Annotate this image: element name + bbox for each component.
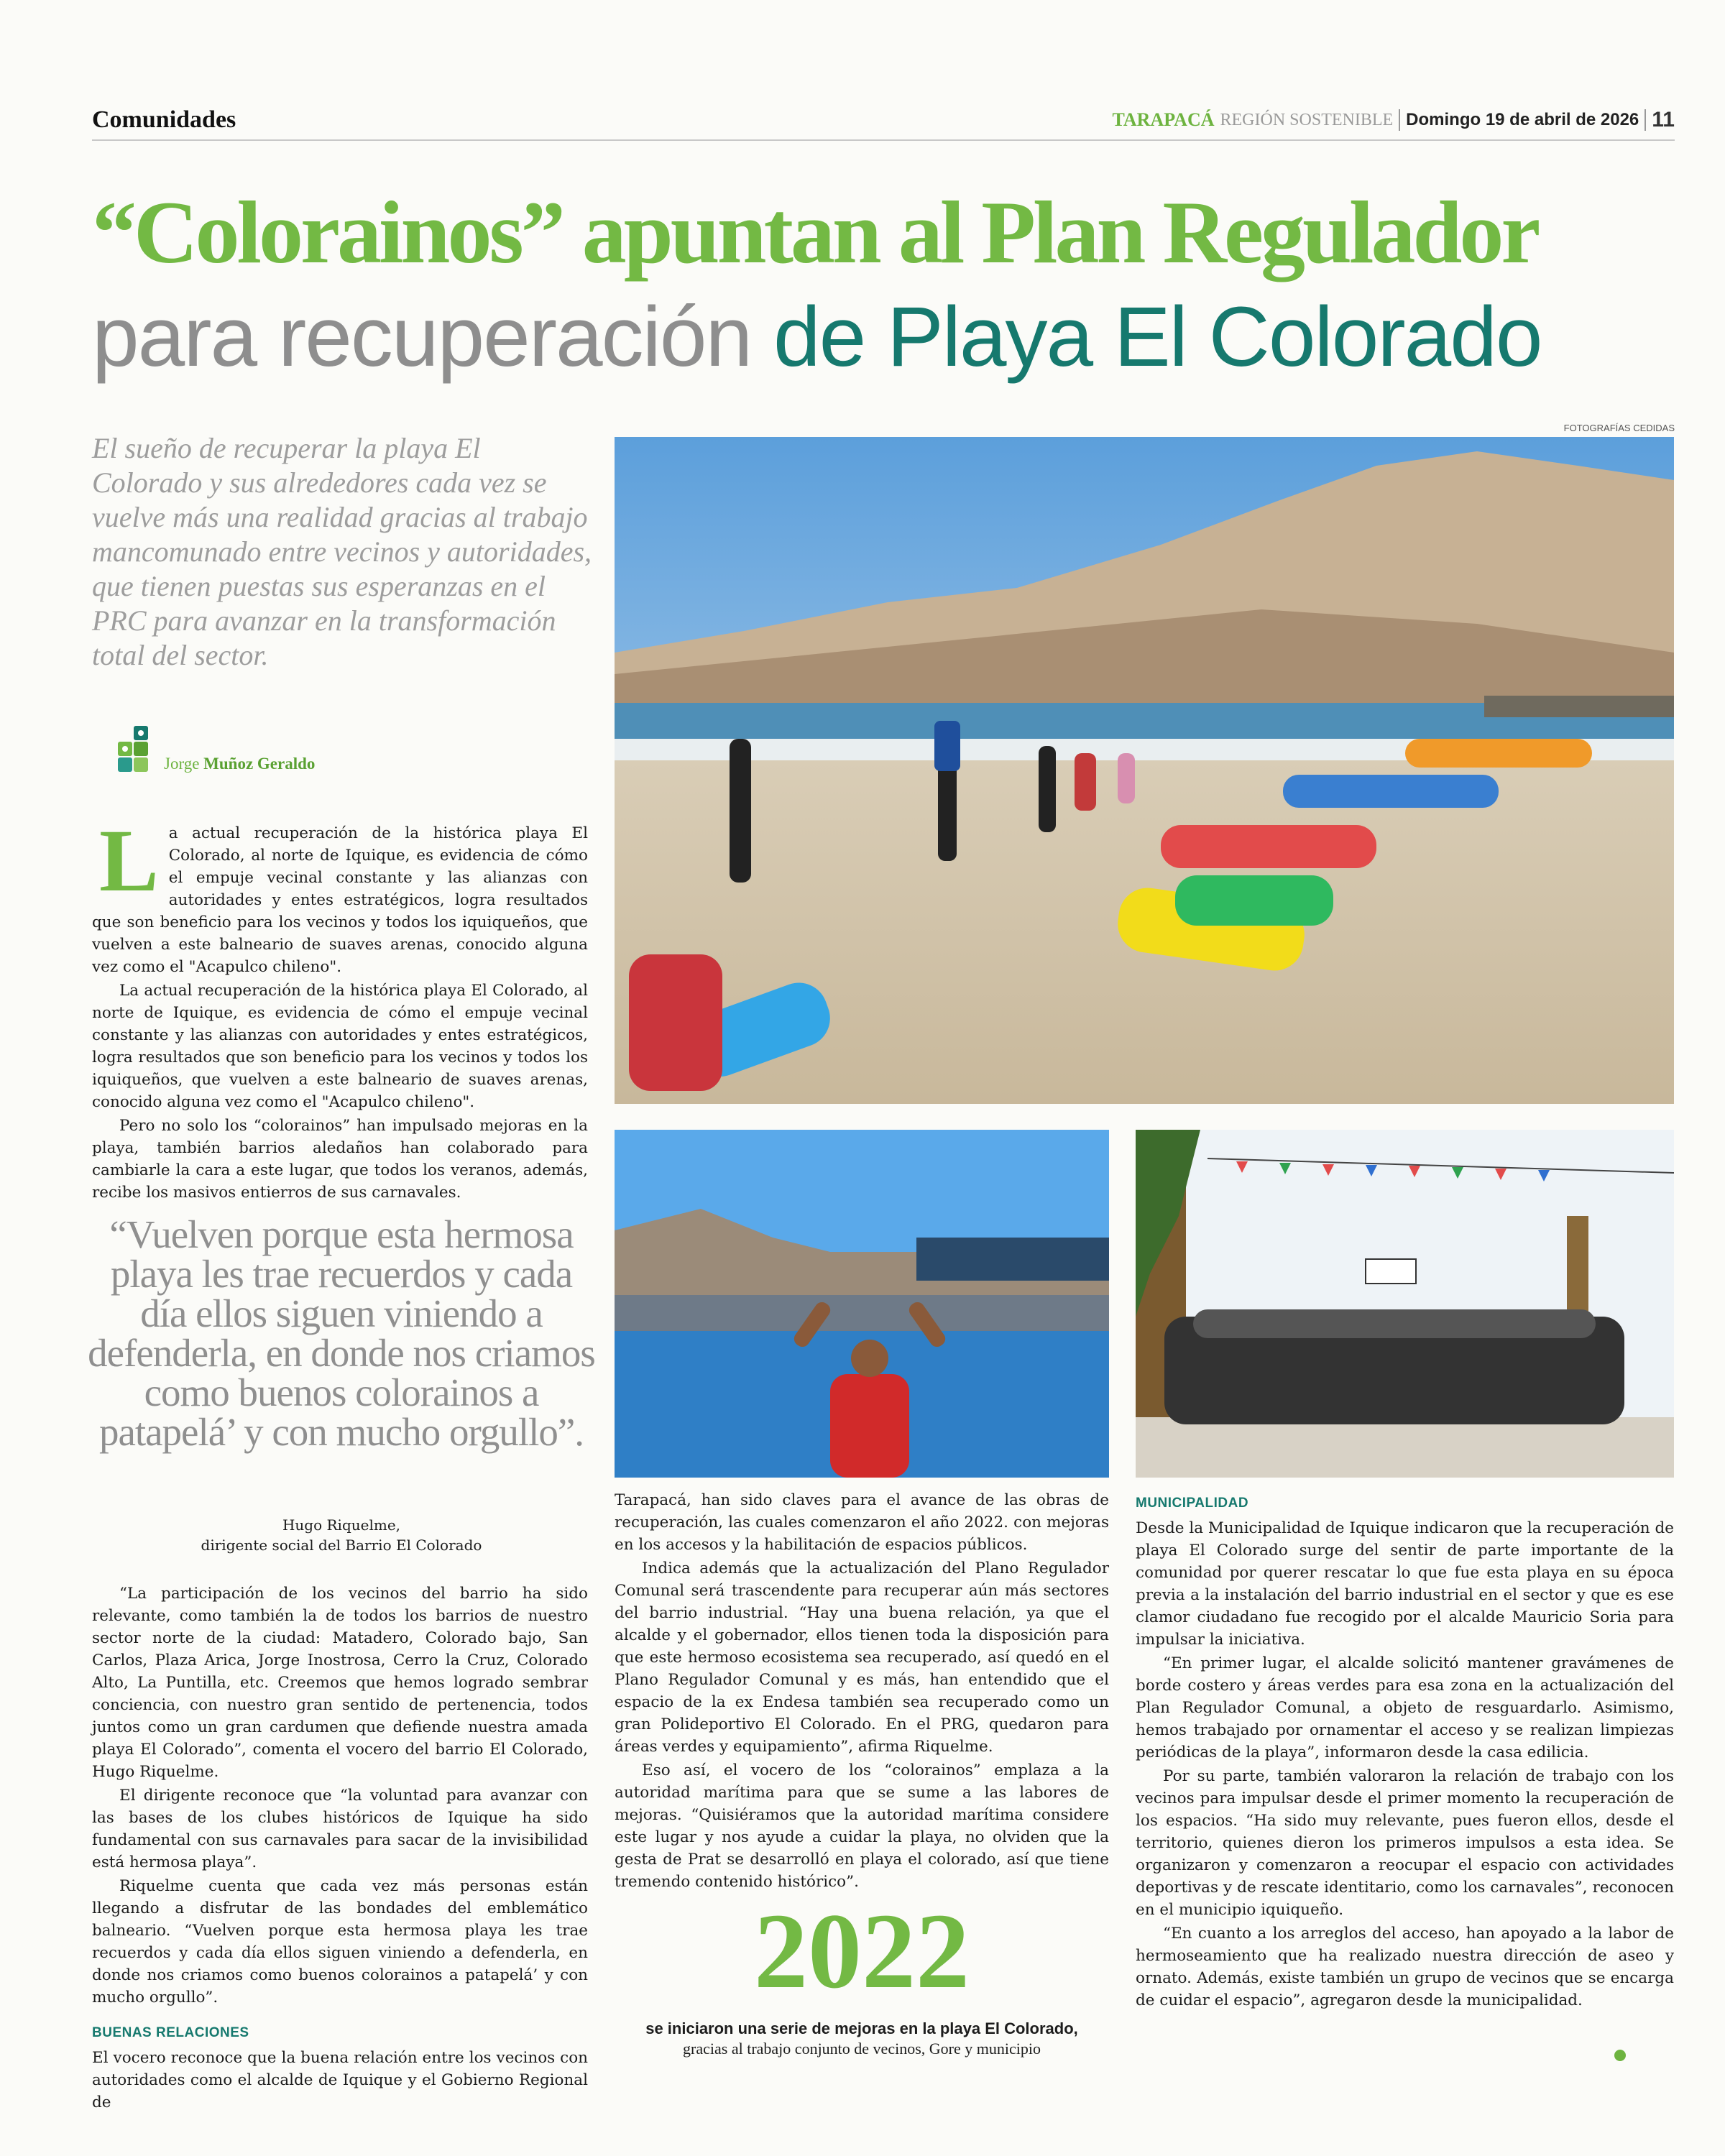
paragraph: Pero no solo los “colorainos” han impulsado mejoras en la playa, también barrios aledaños han colaborado para cambiarle la cara a este lugar, que todos los veranos, además, recibe los masivos entierros de sus carnavales. [92, 1117, 588, 1202]
column-2 [615, 1489, 1109, 1894]
byline [164, 755, 315, 773]
column-3 [1136, 1492, 1674, 2013]
author-last-name: Muñoz Geraldo [203, 755, 316, 773]
column-1-bottom [92, 1583, 588, 2115]
paragraph: “En cuanto a los arreglos del acceso, han apoyado a la labor de hermoseamiento que ha realizado nuestra dirección de aseo y ornato. Además, existe también un grupo de vecinos que se encarga de cuidar el espacio”, agregaron desde la municipalidad. [1136, 1925, 1674, 2009]
pull-quote: “Vuelven porque esta hermosa playa les trae recuerdos y cada día ellos siguen viniendo a defenderla, en donde nos criamos como buenos colorainos a patapelá’ y con mucho orgullo”. [88, 1212, 595, 1454]
paragraph: Eso así, el vocero de los “colorainos” emplaza a la autoridad marítima para que se sume a las labores de mejoras. “Quisiéramos que la autoridad marítima considere este lugar y nos ayude a cuidar la playa, no olviden que la gesta de Prat se desarrolló en playa el colorado, así que tiene tremendo contenido histórico”. [615, 1761, 1109, 1891]
paragraph: Por su parte, también valoraron la relación de trabajo con los vecinos para impulsar desde el primer momento la recuperación de los espacios. “Ha sido muy relevante, pues fueron ellos, desde el territorio, quienes dieron los primeros impulsos a esta idea. Se organizaron y comenzaron a reocupar el espacio con actividades deportivas y de rescate identitario, como los carnavales”, reconocen en el municipio iquiqueño. [1136, 1767, 1674, 1919]
highlight-year: 2022 [754, 1892, 970, 2011]
author-first-name: Jorge [164, 755, 200, 773]
water-crowd-illustration [615, 1130, 1109, 1478]
headline-gray-part: para recuperación [92, 290, 752, 384]
beach-scene-illustration [615, 437, 1674, 1104]
paragraph: Indica además que la actualización del Plano Regulador Comunal será trascendente para recuperar aún más sectores del barrio industrial. “Hay una buena relación, ya que el alcalde y el gobernador, ellos tienen toda la disposición para que este hermoso ecosistema sea recuperado, así quedó en el Plano Regulador Comunal y es más, han entendido que el espacio de la ex Endesa también sea recuperado como un gran Polideportivo El Colorado. En el PRG, quedaron para áreas verdes y equipamiento”, afirma Riquelme. [615, 1560, 1109, 1756]
headline-line2 [92, 290, 1542, 384]
subhead-municipalidad: MUNICIPALIDAD [1136, 1496, 1249, 1511]
group-photo-illustration [1136, 1130, 1674, 1478]
section-label: Comunidades [92, 106, 236, 133]
paragraph: La actual recuperación de la histórica playa El Colorado, al norte de Iquique, es evidencia de cómo el empuje vecinal constante y las alianzas con autoridades y entes estratégicos, logra resultados que son beneficio para los vecinos y todos los iquiqueños, que vuelven a este balneario de suaves arenas, conocido alguna vez como el "Acapulco chileno". [92, 982, 588, 1111]
paragraph: Desde la Municipalidad de Iquique indicaron que la recuperación de playa El Colorado surge del sentir de parte importante de la comunidad por querer rescatar lo que fue esta playa en su época previa a la instalación del barrio industrial en el sector y que es ese clamor ciudadano fue recogido por el alcalde Mauricio Soria para impulsar la iniciativa. [1136, 1519, 1674, 1649]
paragraph: El vocero reconoce que la buena relación entre los vecinos con autoridades como el alcalde de Iquique y el Gobierno Regional de [92, 2049, 588, 2111]
header-divider [1644, 109, 1646, 131]
highlight-caption-bold: se iniciaron una serie de mejoras en la playa El Colorado, [645, 2019, 1078, 2037]
lead-paragraph: El sueño de recuperar la playa El Colorado y sus alrededores cada vez se vuelve más una realidad gracias al trabajo mancomunado entre vecinos y autoridades, que tienen puestas sus esperanzas en el PRC para avanzar en la transformación total del sector. [92, 432, 592, 671]
photo-bathers-in-water [615, 1130, 1109, 1478]
quote-author-role: dirigente social del Barrio El Colorado [201, 1537, 482, 1554]
headline-teal-part: de Playa El Colorado [773, 290, 1542, 384]
paragraph: El dirigente reconoce que “la voluntad para avanzar con las bases de los clubes históricos de Iquique ha sido fundamental con sus carnavales para sacar de la invisibilidad está hermosa playa”. [92, 1787, 588, 1871]
quote-author-name: Hugo Riquelme, [282, 1516, 401, 1534]
header-divider [1399, 109, 1400, 131]
header-rule [92, 139, 1675, 141]
paragraph: “En primer lugar, el alcalde solicitó mantener gravámenes de borde costero y áreas verdes para esa zona en la actualización del Plan Regulador Comunal, a objeto de resguardarlo. Asimismo, hemos trabajado por ornamentar el acceso y se realizan limpiezas periódicas de la playa”, informaron desde la casa edilicia. [1136, 1654, 1674, 1761]
photo-community-group [1136, 1130, 1674, 1478]
column-1-top [92, 811, 588, 1205]
masthead-info [1112, 108, 1675, 132]
drop-cap: L [99, 811, 159, 910]
brand-suffix: REGIÓN SOSTENIBLE [1220, 110, 1394, 129]
end-mark-icon [1614, 2050, 1626, 2061]
photo-credit: FOTOGRAFÍAS CEDIDAS [1563, 423, 1675, 433]
issue-date: Domingo 19 de abril de 2026 [1406, 110, 1639, 129]
headline-line1: “Colorainos” apuntan al Plan Regulador [92, 183, 1538, 282]
paragraph: Riquelme cuenta que cada vez más personas están llegando a disfrutar de las bondades del emblemático balneario. “Vuelven porque esta hermosa playa les trae recuerdos y cada día ellos siguen viniendo a defenderla, en donde nos criamos como buenos colorainos a patapelá’ y con mucho orgullo”. [92, 1877, 588, 2007]
brand-name: TARAPACÁ [1112, 109, 1215, 130]
byline-logo-icon [114, 726, 150, 786]
subhead-buenas-relaciones: BUENAS RELACIONES [92, 2025, 249, 2040]
paragraph: Tarapacá, han sido claves para el avance de las obras de recuperación, las cuales comenzaron el año 2022. con mejoras en los accesos y la habilitación de espacios públicos. [615, 1491, 1109, 1554]
page-number: 11 [1652, 108, 1675, 132]
paragraph: a actual recuperación de la histórica playa El Colorado, al norte de Iquique, es evidencia de cómo el empuje vecinal constante y las alianzas con autoridades y entes estratégicos, logra resultados que son beneficio para los vecinos y todos los iquiqueños, que vuelven a este balneario de suaves arenas, conocido alguna vez como el "Acapulco chileno". [92, 824, 588, 976]
pull-quote-attribution [86, 1515, 597, 1555]
photo-beach-bodyboard-class [615, 437, 1674, 1104]
paragraph: “La participación de los vecinos del barrio ha sido relevante, como también la de todos los barrios de nuestro sector norte de la ciudad: Matadero, Colorado bajo, San Carlos, Plaza Arica, Jorge Inostrosa, Cerro la Cruz, Colorado Alto, La Puntilla, etc. Creemos que hemos logrado sembrar conciencia, con nuestro gran sentido de pertenencia, todos juntos como un gran cardumen que defiende nuestra amada playa El Colorado”, comenta el vocero del barrio El Colorado, Hugo Riquelme. [92, 1585, 588, 1781]
highlight-caption: gracias al trabajo conjunto de vecinos, Gore y municipio [683, 2040, 1041, 2058]
